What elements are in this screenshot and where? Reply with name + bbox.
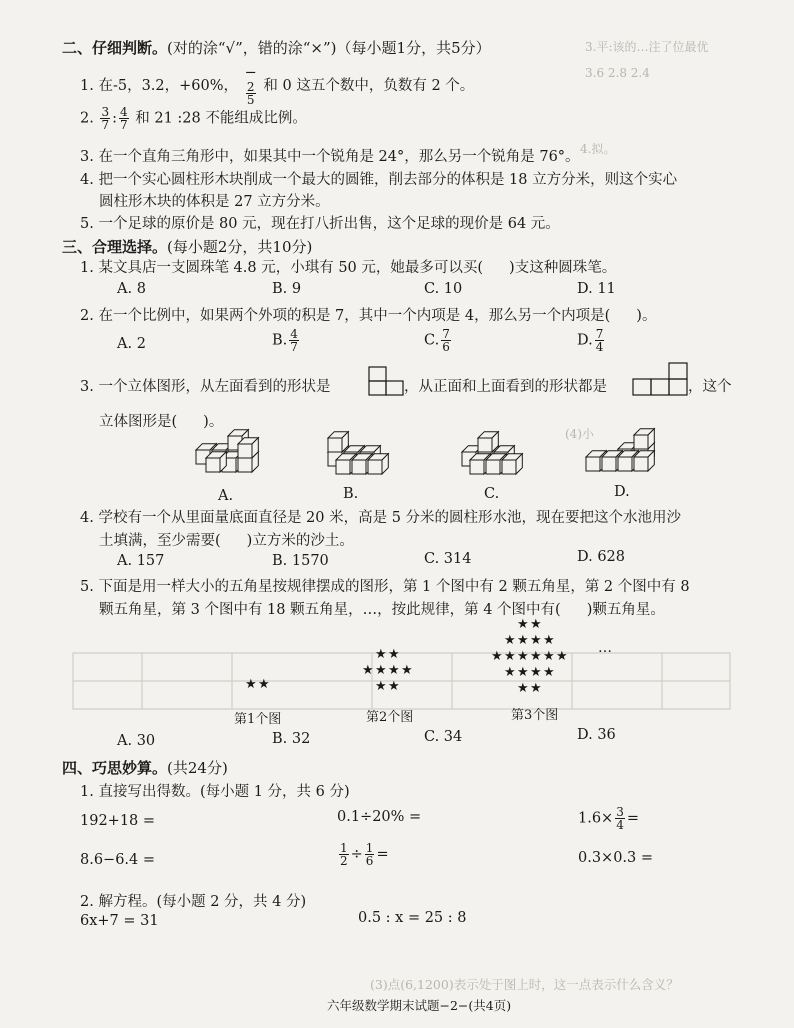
option-b: B. 9 [272, 281, 302, 297]
star-icon: ★ [530, 633, 542, 648]
calc-item: 0.3×0.3 = [578, 850, 654, 866]
figure-caption: 第2个图 [366, 710, 414, 725]
option-d: D. 36 [577, 727, 616, 743]
question: ，这个 [688, 379, 732, 395]
star-icon: ★ [388, 679, 400, 694]
question: 4. 学校有一个从里面量底面直径是 20 米，高是 5 分米的圆柱形水池，现在要把这个水池用沙 [80, 510, 682, 526]
section-title: 二、仔细判断。(对的涂“√”，错的涂“×”)（每小题1分，共5分） [62, 39, 491, 57]
bleed-text: 4.拟。 [580, 142, 616, 156]
question: 2. 解方程。(每小题 2 分，共 4 分) [80, 894, 307, 910]
star-icon: ★ [530, 617, 542, 632]
question: 2. 在一个比例中，如果两个外项的积是 7，其中一个内项是 4，那么另一个内项是( )。 [80, 308, 657, 324]
option-c: C. $\frac{7}{6}$ [424, 327, 450, 354]
option-a: A. 30 [117, 733, 156, 749]
figure-caption: 第1个图 [234, 712, 282, 727]
star-icon: ★ [245, 677, 257, 692]
star-icon: ★ [517, 665, 529, 680]
question: 2. $\frac{3}{7}$ : $\frac{4}{7}$ 和 21 :28 不能组成比例。 [80, 105, 307, 132]
star-icon: ★ [530, 649, 542, 664]
question: 5. 下面是用一样大小的五角星按规律摆成的图形，第 1 个图中有 2 颗五角星，第 2 个图中有 8 [80, 579, 690, 595]
star-icon: ★ [388, 663, 400, 678]
star-icon: ★ [543, 633, 555, 648]
option-d: D. 628 [577, 549, 626, 565]
question: 立体图形是( )。 [99, 414, 224, 430]
star-icon: ★ [504, 649, 516, 664]
option-d: D. 11 [577, 281, 616, 297]
star-icon: ★ [491, 649, 503, 664]
star-icon: ★ [401, 663, 413, 678]
star-icon: ★ [517, 617, 529, 632]
page-footer: 六年级数学期末试题−2−(共4页) [327, 998, 512, 1013]
option-a: A. [218, 488, 234, 504]
star-icon: ★ [543, 665, 555, 680]
question: ，从正面和上面看到的形状都是 [404, 379, 607, 395]
question: 颗五角星，第 3 个图中有 18 颗五角星，…，按此规律，第 4 个图中有( )颗五角星。 [99, 602, 665, 618]
option-b: B. 32 [272, 731, 311, 747]
option-a: A. 2 [117, 336, 146, 352]
section-title: 三、合理选择。(每小题2分，共10分) [62, 238, 313, 256]
star-icon: ★ [362, 663, 374, 678]
option-c: C. 10 [424, 281, 463, 297]
bleed-text: 3.6 2.8 2.4 [585, 66, 650, 80]
equation: 6x+7 = 31 [80, 913, 159, 929]
question: 5. 一个足球的原价是 80 元，现在打八折出售，这个足球的现价是 64 元。 [80, 216, 560, 232]
option-d: D. $\frac{7}{4}$ [577, 327, 604, 354]
section-title: 四、巧思妙算。(共24分) [62, 759, 228, 777]
star-icon: ★ [530, 681, 542, 696]
star-icon: ★ [375, 663, 387, 678]
question: 土填满，至少需要( )立方米的沙土。 [99, 533, 354, 549]
option-c: C. [484, 486, 500, 502]
option-d: D. [614, 484, 630, 500]
star-icon: ★ [504, 633, 516, 648]
calc-item: 192+18 = [80, 813, 156, 829]
calc-item: 8.6−6.4 = [80, 852, 156, 868]
bleed-text: (3)点(6,1200)表示处于图上时，这一点表示什么含义？ [370, 977, 679, 992]
ellipsis: … [598, 640, 612, 656]
star-icon: ★ [504, 665, 516, 680]
option-c: C. 34 [424, 729, 463, 745]
star-icon: ★ [517, 633, 529, 648]
option-b: B. $\frac{4}{7}$ [272, 327, 298, 354]
question: 1. 在-5，3.2，+60%， − $\frac{2}{5}$ 和 0 这五个数中，负数有 2 个。 [80, 65, 475, 107]
star-icon: ★ [375, 679, 387, 694]
star-icon: ★ [517, 681, 529, 696]
question: 1. 某文具店一支圆珠笔 4.8 元，小琪有 50 元，她最多可以买( )支这种圆珠笔。 [80, 260, 617, 276]
question: 3. 一个立体图形，从左面看到的形状是 [80, 379, 331, 395]
option-c: C. 314 [424, 551, 472, 567]
star-icon: ★ [375, 647, 387, 662]
question: 1. 直接写出得数。(每小题 1 分，共 6 分) [80, 784, 350, 800]
star-icon: ★ [517, 649, 529, 664]
option-b: B. 1570 [272, 553, 329, 569]
option-a: A. 8 [117, 281, 146, 297]
bleed-text: 3.平:该的…注了位最优 [585, 40, 709, 54]
bleed-text: (4)小 [565, 427, 594, 441]
calc-item: $\frac{1}{2}$ ÷ $\frac{1}{6}$ = [340, 841, 389, 868]
star-icon: ★ [543, 649, 555, 664]
star-icon: ★ [388, 647, 400, 662]
star-icon: ★ [530, 665, 542, 680]
calc-item: 1.6× $\frac{3}{4}$ = [578, 805, 640, 832]
option-a: A. 157 [117, 553, 165, 569]
calc-item: 0.1÷20% = [337, 809, 422, 825]
figure-caption: 第3个图 [511, 708, 559, 723]
question: 3. 在一个直角三角形中，如果其中一个锐角是 24°，那么另一个锐角是 76°。 [80, 149, 580, 165]
star-icon: ★ [556, 649, 568, 664]
star-icon: ★ [258, 677, 270, 692]
option-b: B. [343, 486, 359, 502]
question: 圆柱形木块的体积是 27 立方分米。 [99, 194, 330, 210]
question: 4. 把一个实心圆柱形木块削成一个最大的圆锥，削去部分的体积是 18 立方分米，则这个实心 [80, 172, 678, 188]
equation: 0.5 : x = 25 : 8 [358, 910, 467, 926]
